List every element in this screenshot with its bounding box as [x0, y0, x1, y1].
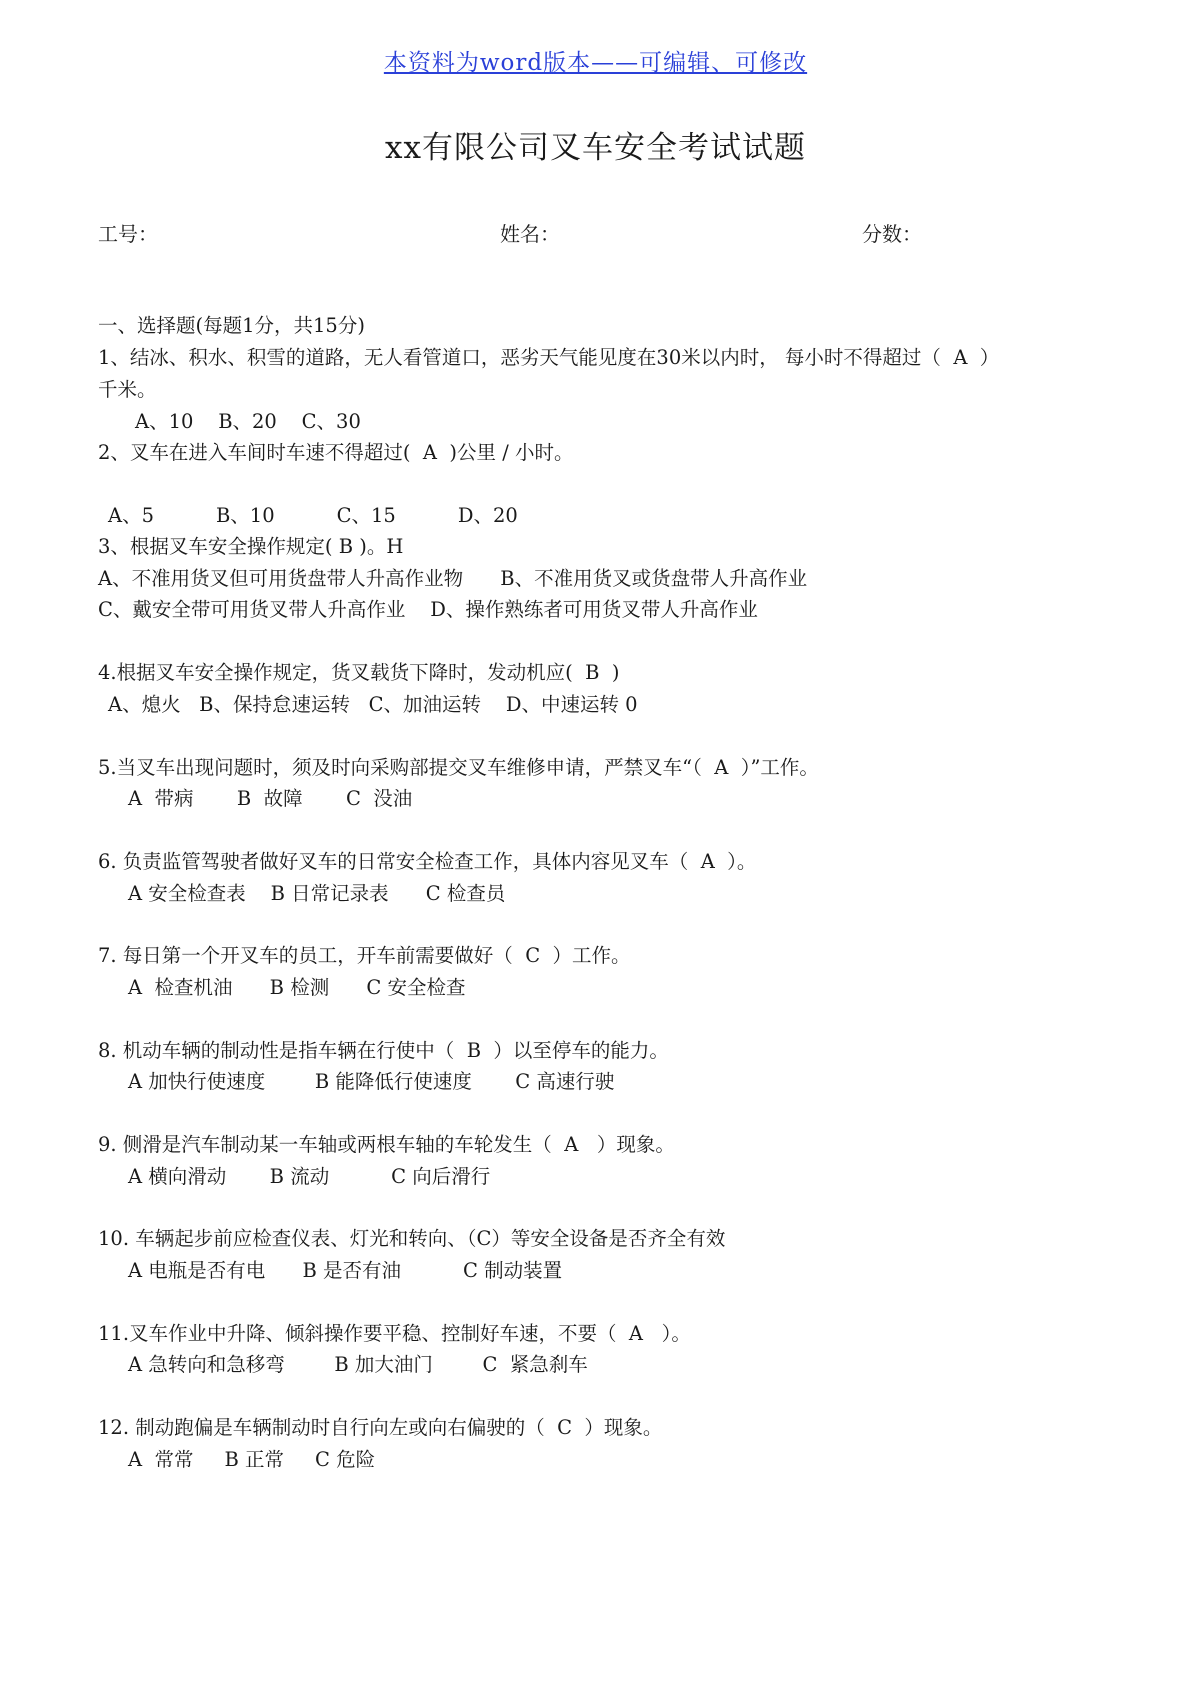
question-8-options: A 加快行使速度 B 能降低行使速度 C 高速行驶	[128, 1070, 615, 1093]
question-4-stem: 4.根据叉车安全操作规定，货叉载货下降时，发动机应( B )	[98, 661, 620, 684]
question-11-options: A 急转向和急移弯 B 加大油门 C 紧急刹车	[128, 1353, 588, 1376]
section-title: 一、选择题(每题1分，共15分)	[98, 314, 365, 337]
question-12-stem: 12. 制动跑偏是车辆制动时自行向左或向右偏驶的（ C ）现象。	[98, 1416, 663, 1439]
question-4-options: A、熄火 B、保持怠速运转 C、加油运转 D、中速运转 0	[108, 693, 638, 716]
question-6-stem: 6. 负责监管驾驶者做好叉车的日常安全检查工作，具体内容见叉车（ A ）。	[98, 850, 757, 873]
question-2-stem: 2、叉车在进入车间时车速不得超过( A )公里 / 小时。	[98, 441, 574, 464]
question-6-options: A 安全检查表 B 日常记录表 C 检查员	[128, 882, 506, 905]
name-label: 姓名：	[500, 222, 560, 246]
question-12-options: A 常常 B 正常 C 危险	[128, 1448, 376, 1471]
question-5-stem: 5.当叉车出现问题时，须及时向采购部提交叉车维修申请，严禁叉车“（ A ）”工作。	[98, 756, 819, 779]
question-9-stem: 9. 侧滑是汽车制动某一车轴或两根车轴的车轮发生（ A ）现象。	[98, 1133, 675, 1156]
question-10-options: A 电瓶是否有电 B 是否有油 C 制动装置	[128, 1259, 563, 1282]
question-3-options-line-1: A、不准用货叉但可用货盘带人升高作业物 B、不准用货叉或货盘带人升高作业	[98, 567, 808, 590]
question-8-stem: 8. 机动车辆的制动性是指车辆在行使中（ B ）以至停车的能力。	[98, 1039, 669, 1062]
question-7-options: A 检查机油 B 检测 C 安全检查	[128, 976, 466, 999]
question-5-options: A 带病 B 故障 C 没油	[128, 787, 413, 810]
question-11-stem: 11.叉车作业中升降、倾斜操作要平稳、控制好车速，不要（ A ）。	[98, 1322, 691, 1345]
page-title: xx有限公司叉车安全考试试题	[385, 130, 806, 166]
employee-number-label: 工号：	[98, 222, 158, 246]
banner-link[interactable]: 本资料为word版本——可编辑、可修改	[383, 50, 808, 76]
question-3-stem: 3、根据叉车安全操作规定( B )。H	[98, 535, 404, 558]
question-1-options: A、10 B、20 C、30	[135, 410, 361, 433]
question-2-options: A、5 B、10 C、15 D、20	[108, 504, 518, 527]
question-10-stem: 10. 车辆起步前应检查仪表、灯光和转向、（C）等安全设备是否齐全有效	[98, 1227, 726, 1250]
question-1-stem-continued: 千米。	[98, 378, 157, 401]
question-3-options-line-2: C、戴安全带可用货叉带人升高作业 D、操作熟练者可用货叉带人升高作业	[98, 598, 758, 621]
question-1-stem: 1、结冰、积水、积雪的道路，无人看管道口，恶劣天气能见度在30米以内时， 每小时不得超过（ A ）	[98, 346, 1000, 369]
score-label: 分数：	[862, 222, 922, 246]
question-9-options: A 横向滑动 B 流动 C 向后滑行	[128, 1165, 491, 1188]
question-7-stem: 7. 每日第一个开叉车的员工，开车前需要做好（ C ）工作。	[98, 944, 631, 967]
